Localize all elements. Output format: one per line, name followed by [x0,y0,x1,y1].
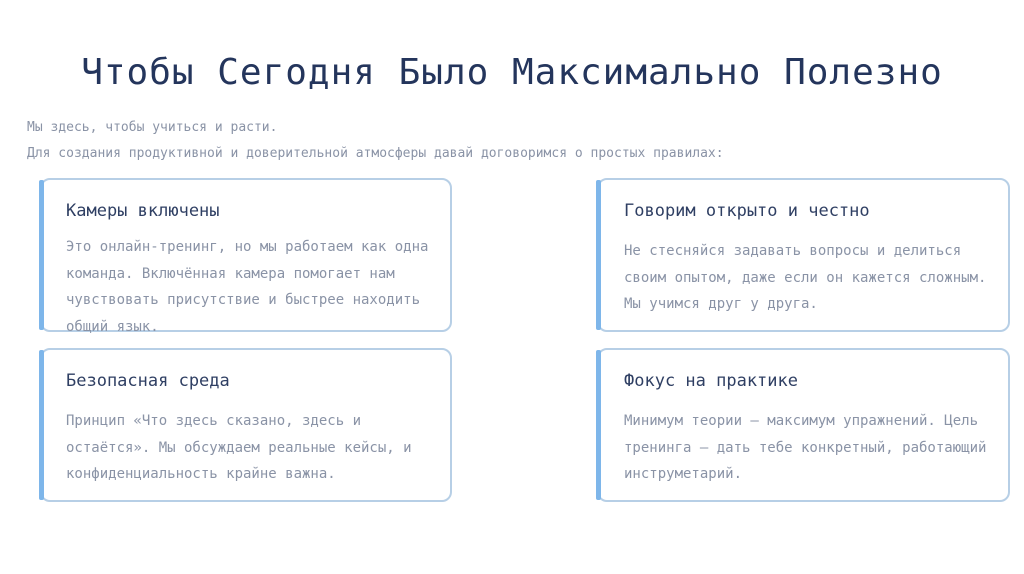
card-text: Минимум теории — максимум упражнений. Цель тренинга — дать тебе конкретный, работающий инструметарий. [624,413,987,482]
card-text: Принцип «Что здесь сказано, здесь и остаётся». Мы обсуждаем реальные кейсы, и конфиденциальность крайне важна. [66,413,412,482]
rule-card-cameras [40,178,452,335]
rule-card-practice-focus [597,348,1010,502]
card-title: Говорим открыто и честно [624,201,870,221]
page-title: Чтобы Сегодня Было Максимально Полезно [81,52,943,93]
card-title: Камеры включены [66,201,220,221]
rule-card-open-talk [597,178,1010,332]
card-text: Не стесняйся задавать вопросы и делиться своим опытом, даже если он кажется сложным. Мы учимся друг у друга. [624,243,987,312]
card-accent-bar [39,350,44,500]
card-accent-bar [39,180,44,330]
intro-line-2: Для создания продуктивной и доверительной атмосферы давай договоримся о простых правилах: [27,146,724,161]
card-title: Фокус на практике [624,371,798,391]
card-title: Безопасная среда [66,371,230,391]
card-accent-bar [596,350,601,500]
rule-card-safe-space [40,348,452,502]
intro-line-1: Мы здесь, чтобы учиться и расти. [27,120,278,135]
card-accent-bar [596,180,601,330]
card-text: Это онлайн-тренинг, но мы работаем как одна команда. Включённая камера помогает нам чувствовать присутствие и быстрее находить общий язык. [66,239,429,335]
